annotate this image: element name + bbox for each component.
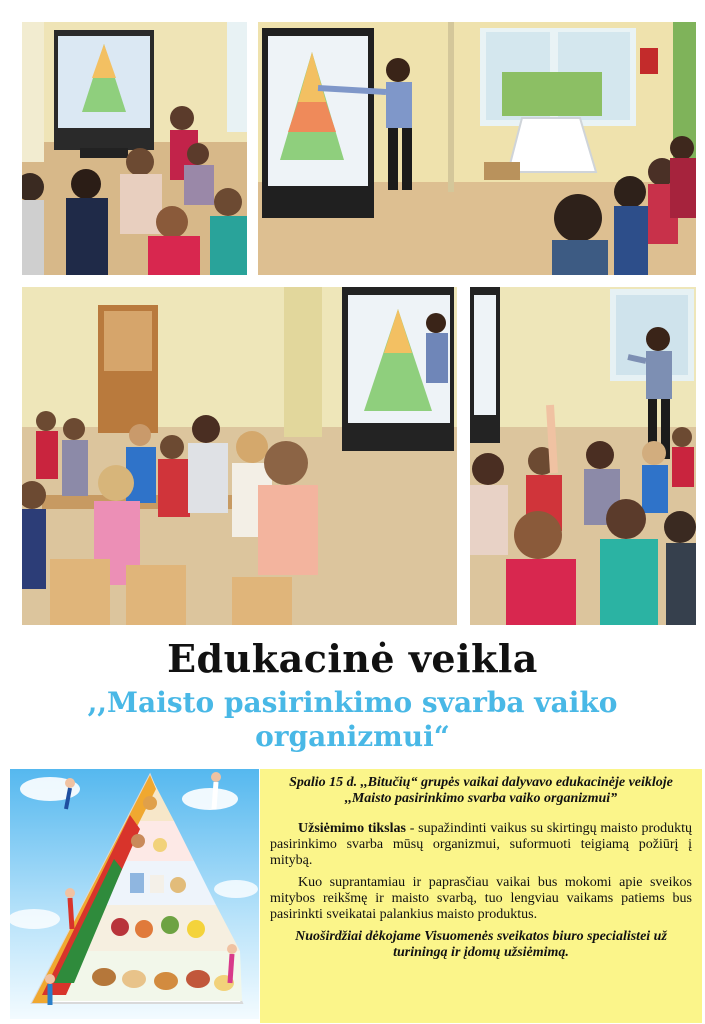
description-panel	[260, 769, 702, 1023]
page-title: Edukacinė veikla	[167, 636, 538, 681]
photo-teacher-pointing	[258, 22, 696, 275]
goal-paragraph	[270, 821, 692, 869]
food-pyramid-illustration	[10, 769, 259, 1019]
photo-raised-hands	[470, 287, 696, 625]
goal-label: Užsiėmimo tikslas	[298, 821, 406, 836]
page-subtitle: ,,Maisto pasirinkimo svarba vaiko organizmui“	[87, 686, 618, 753]
goal-text: - supažindinti vaikus su skirtingų maisto produktų pasirinkimo svarba mūsų organizmui, suformuoti teigiamą požiūrį į mitybą.	[270, 821, 692, 868]
photo-classroom-screen	[22, 22, 247, 275]
body-paragraph: Kuo suprantamiau ir paprasčiau vaikai bus mokomi apie sveikos mitybos reikšmę ir maisto svarbą, tuo lengviau vaikams patiems bus pasirinkti sveikatai palankius maisto produktus.	[270, 875, 692, 922]
thanks-paragraph: Nuoširdžiai dėkojame Visuomenės sveikatos biuro specialistei už turiningą ir įdomų užsiėmimą.	[295, 929, 667, 960]
photo-children-benches	[22, 287, 457, 625]
intro-paragraph: Spalio 15 d. ,,Bitučių“ grupės vaikai dalyvavo edukacinėje veikloje ,,Maisto pasirinkimo svarba vaiko organizmui”	[289, 775, 673, 806]
